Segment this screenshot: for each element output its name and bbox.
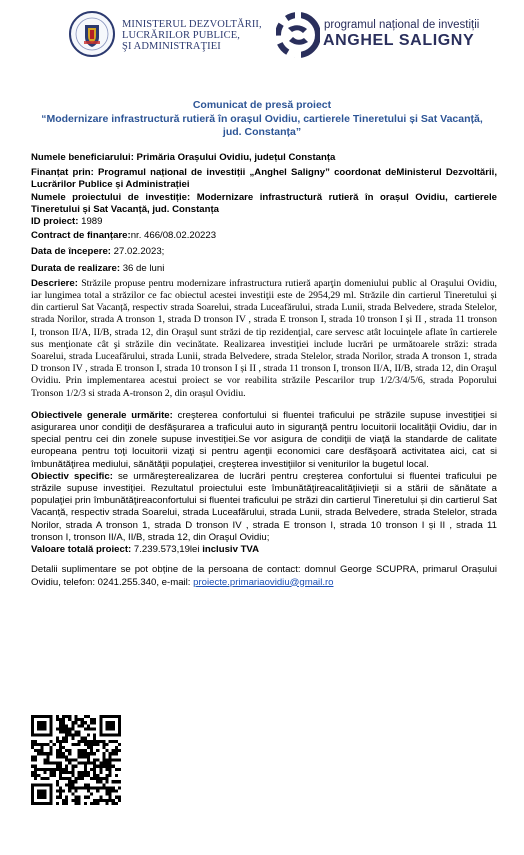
ministry-coat-of-arms-icon [68, 10, 116, 58]
ministry-line-3: ŞI ADMINISTRAŢIEI [122, 41, 221, 52]
start-date-line [31, 246, 497, 258]
general-objectives-label: Obiectivele generale urmărite: [31, 409, 173, 421]
description-value: Străzile propuse pentru modernizare infrastructura rutieră aparţin domeniului public al Oraşului Ovidiu, iar lungimea total a străzilor ce fac obiectul acestei investiţii este de 2954,29 ml. Străzile din cartierul Tineretului și din cartierul Sat Vacanță, respectiv strada Soarelui, strada Luceafărului, strada Lunii, strada Belvedere, strada Stelelor, strada Norilor, strada A tronson 1, strada D tronson IV , strada E tronson I, strada 10 tronson I și II , strada 11 tronson I, tronson II/A, II/B, strada 12, din Oraşul sunt străzi de tip rezidenţial, care servesc atât locuinţele aflate în cartierele sus menţionate cât şi străzile din vecinătate. Realizarea investiţiei include lucrări pe următoarele străzi: strada Soarelui, strada Luceafărului, strada Lunii, strada Belvedere, strada Stelelor, strada Norilor, strada A tronson 1, strada D tronson IV , strada E tronson I, strada 10 tronson I și II , strada 11 tronson I, tronson II/A, II/B, strada 12, din Oraşul Ovidiu. Prin implementarea acestui proiect se vor reabilita străzile Pescarilor trup 1/2/3/4/5/6, strada Poporului Tronson 1/2/3 si strada A-tronson 2, din orașul Ovidiu. [31, 277, 497, 399]
project-name-value: Modernizare infrastructură rutieră în orașul Ovidiu, cartierele Tineretului și Sat Vacanță, jud. Constanța [31, 191, 497, 215]
program-subtitle: programul național de investiții [324, 19, 480, 31]
start-date-label: Data de începere: [31, 246, 111, 258]
total-value-line [31, 544, 497, 556]
contract-line [31, 230, 497, 242]
project-id-value: 1989 [78, 216, 103, 228]
ministry-name [122, 19, 262, 52]
general-objectives-value: creşterea confortului si fluentei traficului pe străzile supuse investiţiei si asigurarea unor condiţii de desfăşurarea a traficului auto in siguranţă pentru locuitorii localităţii Ovidiu, dar in special pentru cei din zonele supuse investiţiei.Se vor asigura de condiţii de viaţă la standarde de calitate europeana pentru toţi locuitorii vizaţi si pentru agenţii economici care desfăşoară activitatea aici, cat si îmbunătăţirea mediului, sănătăţii populaţiei, creşterea investiţiilor si veniturilor la bugetul local. [31, 409, 497, 470]
program-title: ANGHEL SALIGNY [323, 32, 475, 49]
start-date-value: 27.02.2023; [110, 246, 165, 258]
total-value-vat: inclusiv TVA [202, 544, 260, 556]
project-id-line [31, 216, 497, 228]
funding-value: Programul național de investiții „Anghel Saligny” coordonat deMinisterul Dezvoltării, Lucrărilor Publice și Administrației [31, 167, 497, 191]
ministry-line-2: LUCRĂRILOR PUBLICE, [122, 30, 240, 41]
header [0, 8, 524, 66]
project-title: “Modernizare infrastructură rutieră în orașul Ovidiu, cartierele Tineretului și Sat Vacanță, jud. Constanța” [41, 113, 483, 138]
funding-line [31, 167, 497, 191]
duration-line [31, 263, 497, 275]
contract-value: nr. 466/08.02.20223 [130, 230, 217, 242]
program-logo-icon [276, 12, 320, 58]
document-body [31, 152, 497, 589]
general-objectives-paragraph [31, 410, 497, 471]
total-value-label: Valoare totală proiect: [31, 544, 132, 556]
contact-paragraph [31, 564, 497, 588]
contact-email-link[interactable]: proiecte.primariaovidiu@gmail.ro [193, 576, 334, 588]
description-label: Descriere: [31, 277, 78, 289]
duration-value: 36 de luni [120, 262, 165, 274]
beneficiary-line: Numele beneficiarului: Primăria Orașului Ovidiu, județul Constanța [31, 152, 336, 163]
project-id-label: ID proiect: [31, 216, 79, 228]
project-name-line [31, 192, 497, 216]
total-value-amount: 7.239.573,19lei [131, 544, 203, 556]
specific-objective-label: Obiectiv specific: [31, 470, 113, 482]
specific-objective-paragraph [31, 471, 497, 544]
contact-text: Detalii suplimentare se pot obține de la persoana de contact: domnul George SCUPRA, primarul Orașului Ovidiu, telefon: 0241.255.340, e-mail: [31, 564, 497, 588]
project-name-label: Numele proiectului de investiție: [31, 191, 191, 203]
funding-label: Finanțat prin: [31, 167, 94, 179]
press-release-title: Comunicat de presă proiect [192, 99, 332, 111]
description-paragraph [31, 278, 497, 400]
qr-code-icon [31, 715, 121, 805]
specific-objective-value: se urmăreşterealizarea de lucrări pentru creşterea confortului si fluentei traficului pe străzile supuse investiţiei. Rezultatul proiectului este îmbunătăţireacalităţiivieţii si a stării de sănătate a populaţiei prin îmbunătăţireaconfortului si fluentei traficului pe străzi din cartierul Tineretului și din cartierul Sat Vacanță, respectiv strada Soarelui, strada Luceafărului, strada Lunii, strada Belvedere, strada Stelelor, strada Norilor, strada A tronson 1, strada D tronson IV , strada E tronson I, strada 10 tronson I și II , strada 11 tronson I, tronson II/A, II/B, strada 12, din Oraşul Ovidiu; [31, 470, 497, 543]
duration-label: Durata de realizare: [31, 262, 121, 274]
contract-label: Contract de finanțare: [31, 230, 131, 242]
ministry-line-1: MINISTERUL DEZVOLTĂRII, [122, 19, 262, 30]
